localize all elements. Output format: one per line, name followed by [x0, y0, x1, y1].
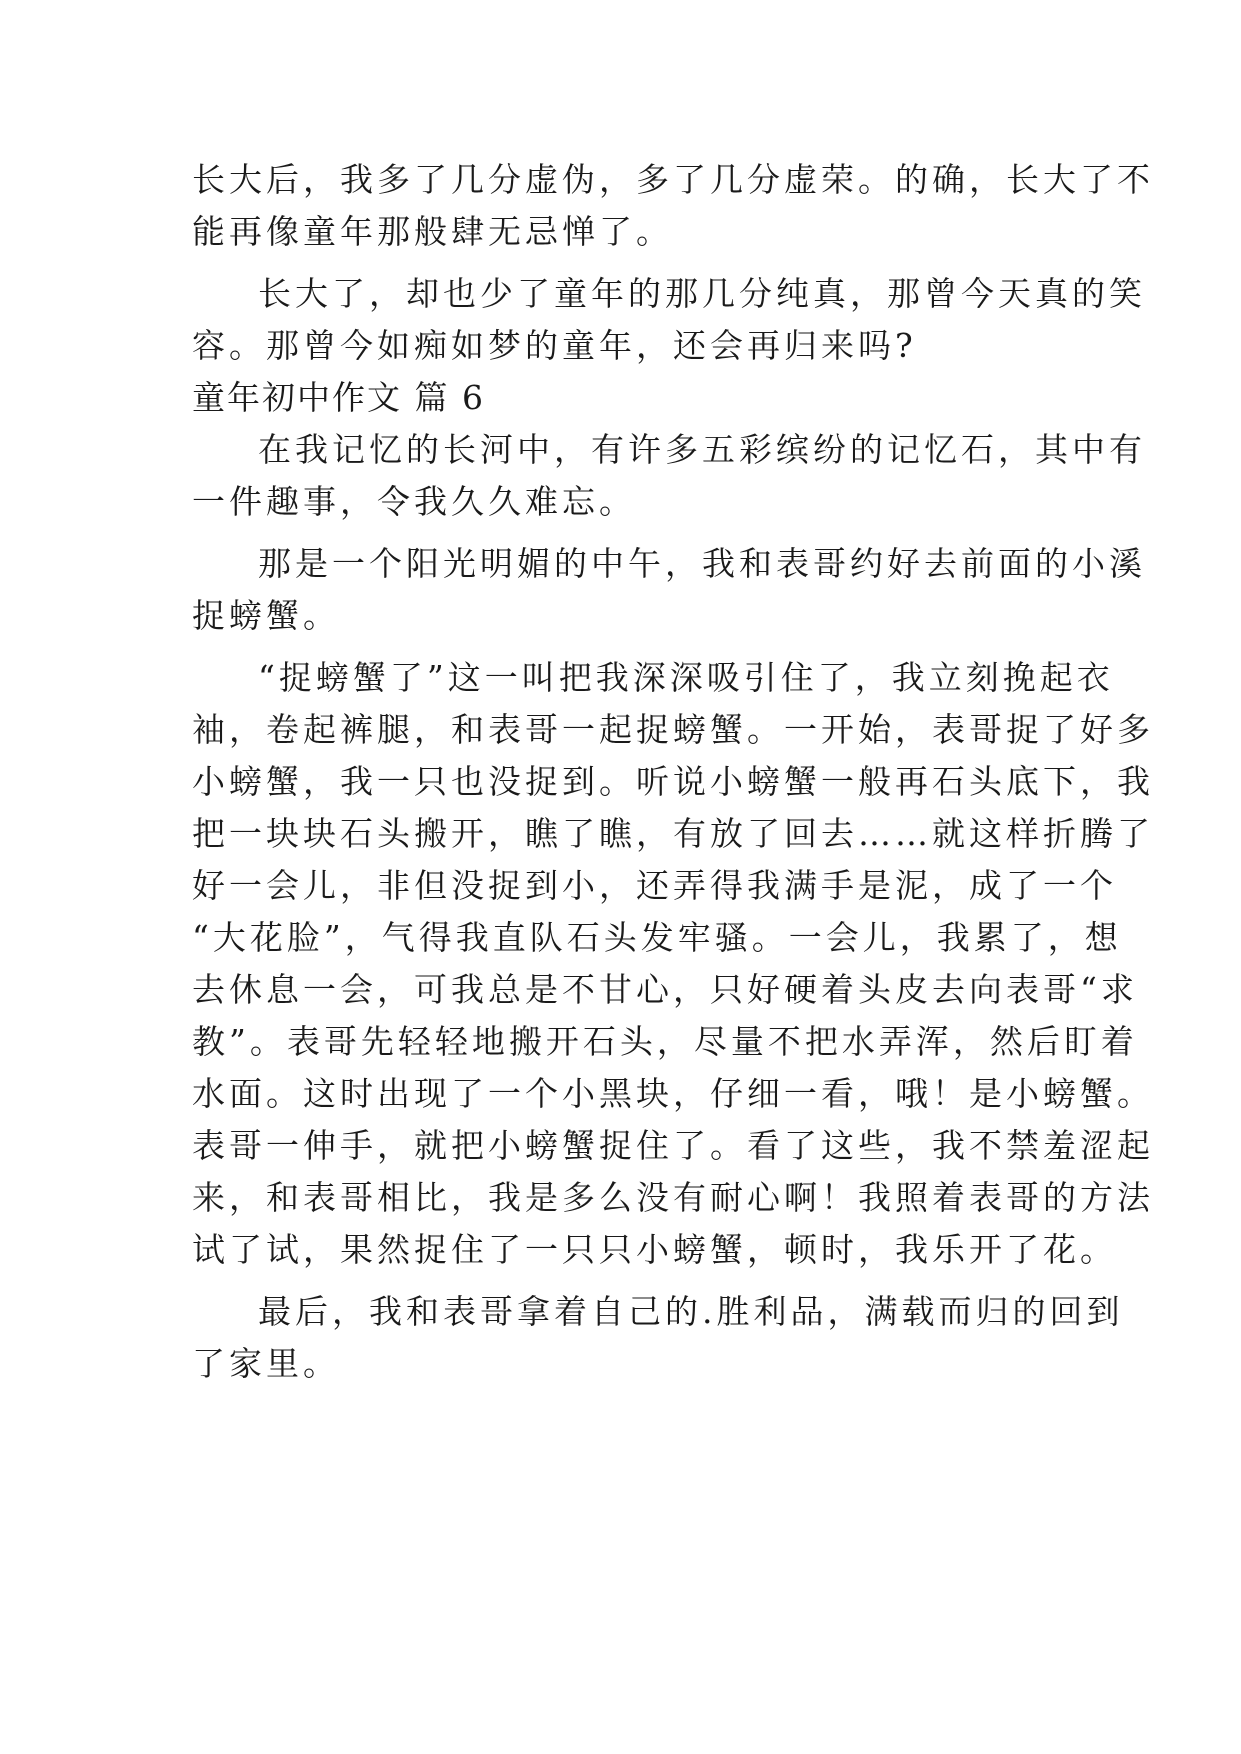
paragraph-line: 好一会儿，非但没捉到小，还弄得我满手是泥，成了一个	[192, 866, 1117, 905]
paragraph-line: 容。那曾今如痴如梦的童年，还会再归来吗?	[192, 326, 917, 365]
paragraph-line: 教”。表哥先轻轻地搬开石头，尽量不把水弄浑，然后盯着	[192, 1022, 1138, 1061]
paragraph-line: 那是一个阳光明媚的中午，我和表哥约好去前面的小溪	[258, 544, 1146, 583]
paragraph-line: 试了试，果然捉住了一只只小螃蟹，顿时，我乐开了花。	[192, 1230, 1117, 1269]
paragraph-line: 表哥一伸手，就把小螃蟹捉住了。看了这些，我不禁羞涩起	[192, 1126, 1154, 1165]
paragraph-line: 能再像童年那般肆无忌惮了。	[192, 212, 673, 251]
paragraph-line: 小螃蟹，我一只也没捉到。听说小螃蟹一般再石头底下，我	[192, 762, 1154, 801]
paragraph-line: 在我记忆的长河中，有许多五彩缤纷的记忆石，其中有	[258, 430, 1146, 469]
paragraph-line: “捉螃蟹了”这一叫把我深深吸引住了，我立刻挽起衣	[258, 658, 1114, 697]
paragraph-line: 了家里。	[192, 1344, 340, 1383]
paragraph-line: “大花脸”，气得我直队石头发牢骚。一会儿，我累了，想	[192, 918, 1122, 957]
paragraph-line: 最后，我和表哥拿着自己的.胜利品，满载而归的回到	[258, 1292, 1124, 1331]
paragraph-line: 把一块块石头搬开，瞧了瞧，有放了回去……就这样折腾了	[192, 814, 1154, 853]
paragraph-line: 长大了，却也少了童年的那几分纯真，那曾今天真的笑	[258, 274, 1146, 313]
paragraph-line: 水面。这时出现了一个小黑块，仔细一看，哦！是小螃蟹。	[192, 1074, 1154, 1113]
paragraph-line: 一件趣事，令我久久难忘。	[192, 482, 636, 521]
section-title: 童年初中作文 篇 6	[192, 378, 485, 417]
paragraph-line: 去休息一会，可我总是不甘心，只好硬着头皮去向表哥“求	[192, 970, 1138, 1009]
paragraph-line: 来，和表哥相比，我是多么没有耐心啊！我照着表哥的方法	[192, 1178, 1154, 1217]
paragraph-line: 袖，卷起裤腿，和表哥一起捉螃蟹。一开始，表哥捉了好多	[192, 710, 1154, 749]
paragraph-line: 捉螃蟹。	[192, 596, 340, 635]
paragraph-line: 长大后，我多了几分虚伪，多了几分虚荣。的确，长大了不	[192, 160, 1154, 199]
